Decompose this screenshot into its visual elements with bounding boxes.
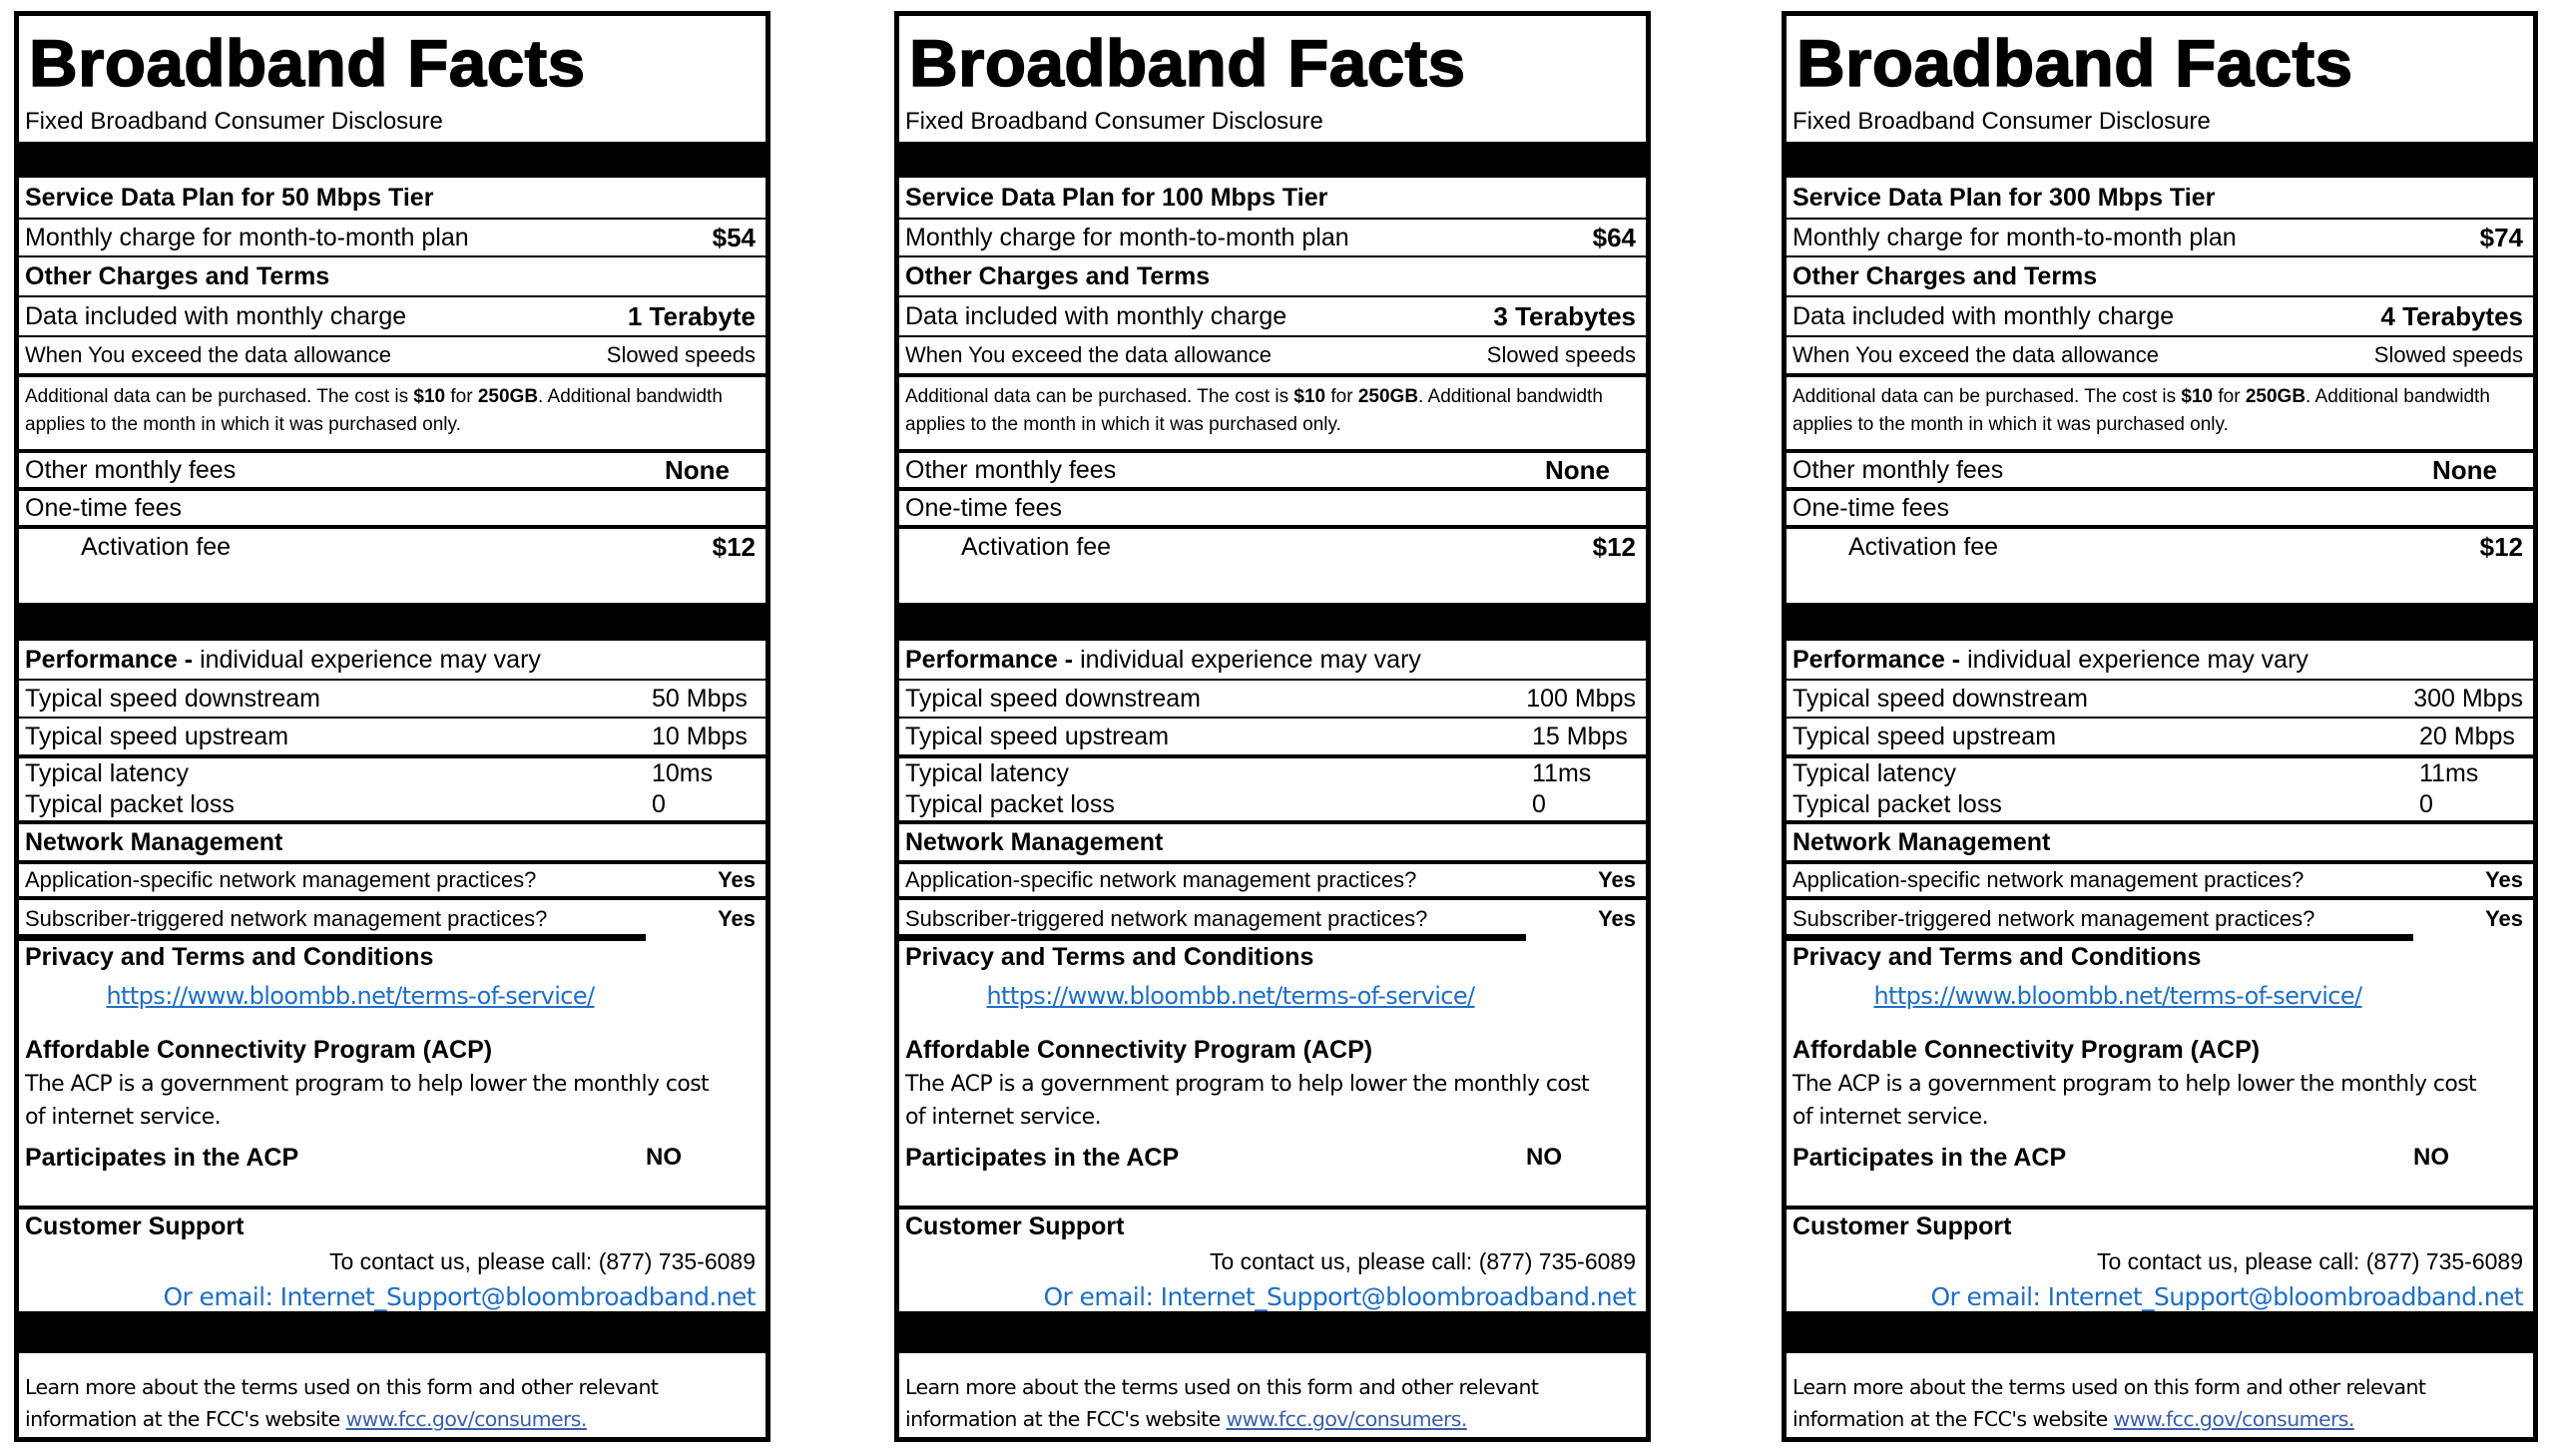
performance-heading: Performance - (25, 645, 194, 674)
exceed-allowance-value: Slowed speeds (606, 342, 756, 367)
subscriber-triggered-label: Subscriber-triggered network management practices? (1792, 906, 2315, 931)
customer-support-block (1787, 1210, 2533, 1311)
privacy-heading: Privacy and Terms and Conditions (25, 942, 434, 971)
support-email-link[interactable]: Internet_Support@bloombroadband.net (2047, 1282, 2523, 1311)
additional-data-text: Additional data can be purchased. The cost is (905, 386, 1294, 407)
customer-support-heading: Customer Support (25, 1213, 245, 1240)
downstream-value: 100 Mbps (1526, 684, 1636, 713)
acp-participates-value: NO (1526, 1144, 1562, 1171)
additional-data-text: for (445, 386, 478, 407)
acp-description: The ACP is a government program to help lower the monthly cost of internet service. (905, 1072, 1590, 1130)
exceed-allowance-label: When You exceed the data allowance (1792, 342, 2159, 367)
packet-loss-value: 0 (2419, 790, 2433, 818)
additional-data-note (19, 377, 766, 449)
monthly-charge-row (899, 220, 1646, 255)
other-fees-label: Other monthly fees (25, 455, 237, 484)
label-header (1787, 16, 2533, 142)
exceed-allowance-value: Slowed speeds (2373, 342, 2523, 367)
data-included-value: 3 Terabytes (1493, 300, 1636, 331)
support-email-line (25, 1279, 756, 1311)
footer-note (1787, 1353, 2533, 1437)
other-fees-row (1787, 453, 2533, 487)
upstream-label: Typical speed upstream (905, 722, 1170, 750)
exceed-allowance-row (1787, 337, 2533, 373)
tier-heading: Service Data Plan for 50 Mbps Tier (25, 183, 434, 212)
additional-data-note (1787, 377, 2533, 449)
latency-packet-loss-box (19, 758, 766, 820)
network-management-heading-row (19, 824, 766, 860)
label-header (899, 16, 1646, 142)
monthly-charge-label: Monthly charge for month-to-month plan (905, 223, 1349, 251)
activation-fee-row (899, 529, 1646, 603)
broadband-facts-label-1 (894, 11, 1651, 1442)
activation-fee-label: Activation fee (1848, 532, 1999, 561)
exceed-allowance-label: When You exceed the data allowance (25, 342, 391, 367)
support-email-link[interactable]: Internet_Support@bloombroadband.net (279, 1282, 756, 1311)
support-email-label: Or email: (1043, 1282, 1161, 1311)
broadband-facts-label-0 (14, 11, 770, 1442)
upstream-value: 15 Mbps (1532, 722, 1628, 750)
additional-data-cost: $10 (1293, 386, 1326, 407)
app-specific-value: Yes (1598, 867, 1636, 892)
additional-data-text: Additional data can be purchased. The cost is (1792, 386, 2182, 407)
footer-note (899, 1353, 1646, 1437)
other-fees-label: Other monthly fees (1792, 455, 2004, 484)
other-fees-value: None (665, 454, 730, 485)
terms-of-service-link[interactable]: https://www.bloombb.net/terms-of-service/ (986, 982, 1475, 1010)
activation-fee-value: $12 (2479, 531, 2523, 562)
monthly-charge-label: Monthly charge for month-to-month plan (25, 223, 469, 251)
one-time-fees-label: One-time fees (1792, 493, 1950, 522)
terms-of-service-link[interactable]: https://www.bloombb.net/terms-of-service/ (106, 982, 595, 1010)
fcc-consumers-link[interactable]: www.fcc.gov/consumers. (1226, 1407, 1467, 1431)
customer-support-heading: Customer Support (1792, 1213, 2012, 1240)
support-email-link[interactable]: Internet_Support@bloombroadband.net (1160, 1282, 1636, 1311)
downstream-value: 300 Mbps (2413, 684, 2523, 713)
latency-value: 10ms (652, 759, 714, 787)
exceed-allowance-label: When You exceed the data allowance (905, 342, 1272, 367)
activation-fee-row (1787, 529, 2533, 603)
customer-support-block (19, 1210, 766, 1311)
performance-caveat: individual experience may vary (1960, 645, 2308, 674)
support-email-line (905, 1279, 1636, 1311)
latency-label: Typical latency (1792, 759, 1956, 787)
one-time-fees-row (19, 491, 766, 525)
tier-heading: Service Data Plan for 300 Mbps Tier (1792, 183, 2216, 212)
one-time-fees-label: One-time fees (905, 493, 1063, 522)
app-specific-label: Application-specific network management practices? (1792, 867, 2304, 892)
network-management-heading: Network Management (905, 827, 1164, 856)
downstream-row (1787, 681, 2533, 717)
upstream-value: 10 Mbps (652, 722, 748, 750)
label-title: Broadband Facts (909, 26, 1466, 100)
subscriber-privacy-block (899, 900, 1646, 1048)
label-subtitle: Fixed Broadband Consumer Disclosure (1792, 108, 2211, 135)
additional-data-text: Additional data can be purchased. The cost is (25, 386, 414, 407)
other-fees-value: None (2432, 454, 2497, 485)
privacy-heading: Privacy and Terms and Conditions (1792, 942, 2202, 971)
additional-data-text: . Additional bandwidth applies to the month in which it was purchased only. (905, 386, 1603, 435)
section-divider (899, 934, 1526, 941)
subscriber-privacy-block (19, 900, 766, 1048)
exceed-allowance-value: Slowed speeds (1486, 342, 1636, 367)
app-specific-value: Yes (2485, 867, 2523, 892)
one-time-fees-row (1787, 491, 2533, 525)
performance-caveat: individual experience may vary (1073, 645, 1421, 674)
performance-caveat: individual experience may vary (193, 645, 541, 674)
performance-heading-row (19, 641, 766, 679)
subscriber-triggered-value: Yes (718, 906, 756, 931)
one-time-fees-label: One-time fees (25, 493, 183, 522)
downstream-value: 50 Mbps (652, 684, 748, 713)
performance-heading-row (899, 641, 1646, 679)
performance-heading: Performance - (1792, 645, 1961, 674)
packet-loss-label: Typical packet loss (1792, 790, 2002, 818)
data-included-value: 1 Terabyte (627, 300, 756, 331)
upstream-row (899, 719, 1646, 754)
upstream-row (1787, 719, 2533, 754)
other-fees-label: Other monthly fees (905, 455, 1117, 484)
app-specific-row (19, 864, 766, 896)
data-included-label: Data included with monthly charge (905, 301, 1287, 330)
section-divider (1787, 934, 2413, 941)
latency-value: 11ms (2419, 759, 2479, 787)
packet-loss-label: Typical packet loss (25, 790, 235, 818)
tier-heading-row (1787, 178, 2533, 218)
monthly-charge-row (19, 220, 766, 255)
data-included-row (19, 297, 766, 335)
footer-note (19, 1353, 766, 1437)
acp-block (899, 1032, 1646, 1206)
acp-participates-label: Participates in the ACP (905, 1143, 1180, 1172)
additional-data-note (899, 377, 1646, 449)
app-specific-label: Application-specific network management practices? (905, 867, 1417, 892)
downstream-label: Typical speed downstream (905, 684, 1201, 713)
downstream-label: Typical speed downstream (1792, 684, 2088, 713)
network-management-heading-row (899, 824, 1646, 860)
footer-text: Learn more about the terms used on this form and other relevant information at the FCC's website (1792, 1375, 2426, 1431)
customer-support-heading: Customer Support (905, 1213, 1125, 1240)
upstream-label: Typical speed upstream (25, 722, 289, 750)
additional-data-text: . Additional bandwidth applies to the month in which it was purchased only. (25, 386, 723, 435)
other-charges-heading-row (899, 257, 1646, 295)
other-charges-heading-row (19, 257, 766, 295)
activation-fee-label: Activation fee (961, 532, 1112, 561)
support-email-label: Or email: (1930, 1282, 2048, 1311)
acp-block (1787, 1032, 2533, 1206)
label-title: Broadband Facts (1796, 26, 2353, 100)
subscriber-privacy-block (1787, 900, 2533, 1048)
support-phone: To contact us, please call: (877) 735-6089 (2096, 1248, 2523, 1274)
monthly-charge-value: $64 (1592, 222, 1636, 252)
packet-loss-value: 0 (652, 790, 666, 818)
network-management-heading-row (1787, 824, 2533, 860)
privacy-heading: Privacy and Terms and Conditions (905, 942, 1314, 971)
activation-fee-value: $12 (712, 531, 756, 562)
downstream-row (899, 681, 1646, 717)
latency-packet-loss-box (1787, 758, 2533, 820)
activation-fee-label: Activation fee (81, 532, 232, 561)
fcc-consumers-link[interactable]: www.fcc.gov/consumers. (2113, 1407, 2354, 1431)
latency-value: 11ms (1532, 759, 1592, 787)
monthly-charge-value: $54 (712, 222, 756, 252)
acp-participates-label: Participates in the ACP (25, 1143, 299, 1172)
performance-heading: Performance - (905, 645, 1074, 674)
latency-label: Typical latency (905, 759, 1069, 787)
downstream-label: Typical speed downstream (25, 684, 320, 713)
data-included-row (899, 297, 1646, 335)
other-fees-row (19, 453, 766, 487)
label-title: Broadband Facts (29, 26, 586, 100)
other-charges-heading-row (1787, 257, 2533, 295)
network-management-heading: Network Management (1792, 827, 2051, 856)
subscriber-triggered-label: Subscriber-triggered network management practices? (25, 906, 548, 931)
additional-data-amount: 250GB (1357, 386, 1419, 407)
app-specific-row (899, 864, 1646, 896)
other-fees-row (899, 453, 1646, 487)
acp-heading: Affordable Connectivity Program (ACP) (1792, 1036, 2261, 1064)
label-subtitle: Fixed Broadband Consumer Disclosure (25, 108, 443, 135)
additional-data-text: for (1325, 386, 1358, 407)
additional-data-cost: $10 (413, 386, 446, 407)
terms-of-service-link[interactable]: https://www.bloombb.net/terms-of-service/ (1873, 982, 2362, 1010)
footer-text: Learn more about the terms used on this form and other relevant information at the FCC's website (905, 1375, 1539, 1431)
data-included-value: 4 Terabytes (2380, 300, 2523, 331)
activation-fee-row (19, 529, 766, 603)
data-included-row (1787, 297, 2533, 335)
support-email-line (1792, 1279, 2523, 1311)
additional-data-cost: $10 (2181, 386, 2214, 407)
downstream-row (19, 681, 766, 717)
upstream-label: Typical speed upstream (1792, 722, 2057, 750)
support-email-label: Or email: (163, 1282, 280, 1311)
other-fees-value: None (1545, 454, 1610, 485)
activation-fee-value: $12 (1592, 531, 1636, 562)
acp-heading: Affordable Connectivity Program (ACP) (25, 1036, 493, 1064)
monthly-charge-label: Monthly charge for month-to-month plan (1792, 223, 2237, 251)
tier-heading-row (899, 178, 1646, 218)
monthly-charge-row (1787, 220, 2533, 255)
acp-heading: Affordable Connectivity Program (ACP) (905, 1036, 1373, 1064)
one-time-fees-row (899, 491, 1646, 525)
acp-participates-value: NO (646, 1144, 682, 1171)
subscriber-triggered-value: Yes (1598, 906, 1636, 931)
other-charges-heading: Other Charges and Terms (905, 261, 1211, 290)
support-phone: To contact us, please call: (877) 735-6089 (1209, 1248, 1636, 1274)
app-specific-label: Application-specific network management practices? (25, 867, 537, 892)
broadband-facts-label-2 (1782, 11, 2538, 1442)
upstream-value: 20 Mbps (2419, 722, 2515, 750)
customer-support-block (899, 1210, 1646, 1311)
latency-label: Typical latency (25, 759, 189, 787)
other-charges-heading: Other Charges and Terms (1792, 261, 2098, 290)
additional-data-amount: 250GB (2245, 386, 2306, 407)
acp-participates-value: NO (2413, 1144, 2449, 1171)
tier-heading: Service Data Plan for 100 Mbps Tier (905, 183, 1328, 212)
subscriber-triggered-label: Subscriber-triggered network management practices? (905, 906, 1428, 931)
data-included-label: Data included with monthly charge (25, 301, 407, 330)
acp-description: The ACP is a government program to help lower the monthly cost of internet service. (1792, 1072, 2477, 1130)
monthly-charge-value: $74 (2479, 222, 2523, 252)
data-included-label: Data included with monthly charge (1792, 301, 2175, 330)
additional-data-text: for (2213, 386, 2246, 407)
support-phone: To contact us, please call: (877) 735-6089 (328, 1248, 756, 1274)
footer-text: Learn more about the terms used on this form and other relevant information at the FCC's website (25, 1375, 659, 1431)
other-charges-heading: Other Charges and Terms (25, 261, 330, 290)
latency-packet-loss-box (899, 758, 1646, 820)
app-specific-value: Yes (718, 867, 756, 892)
acp-participates-label: Participates in the ACP (1792, 1143, 2067, 1172)
fcc-consumers-link[interactable]: www.fcc.gov/consumers. (345, 1407, 587, 1431)
exceed-allowance-row (899, 337, 1646, 373)
acp-description: The ACP is a government program to help lower the monthly cost of internet service. (25, 1072, 710, 1130)
subscriber-triggered-value: Yes (2485, 906, 2523, 931)
label-subtitle: Fixed Broadband Consumer Disclosure (905, 108, 1323, 135)
acp-block (19, 1032, 766, 1206)
packet-loss-value: 0 (1532, 790, 1546, 818)
packet-loss-label: Typical packet loss (905, 790, 1115, 818)
exceed-allowance-row (19, 337, 766, 373)
app-specific-row (1787, 864, 2533, 896)
tier-heading-row (19, 178, 766, 218)
performance-heading-row (1787, 641, 2533, 679)
label-header (19, 16, 766, 142)
network-management-heading: Network Management (25, 827, 283, 856)
upstream-row (19, 719, 766, 754)
additional-data-text: . Additional bandwidth applies to the month in which it was purchased only. (1792, 386, 2490, 435)
section-divider (19, 934, 646, 941)
additional-data-amount: 250GB (477, 386, 539, 407)
